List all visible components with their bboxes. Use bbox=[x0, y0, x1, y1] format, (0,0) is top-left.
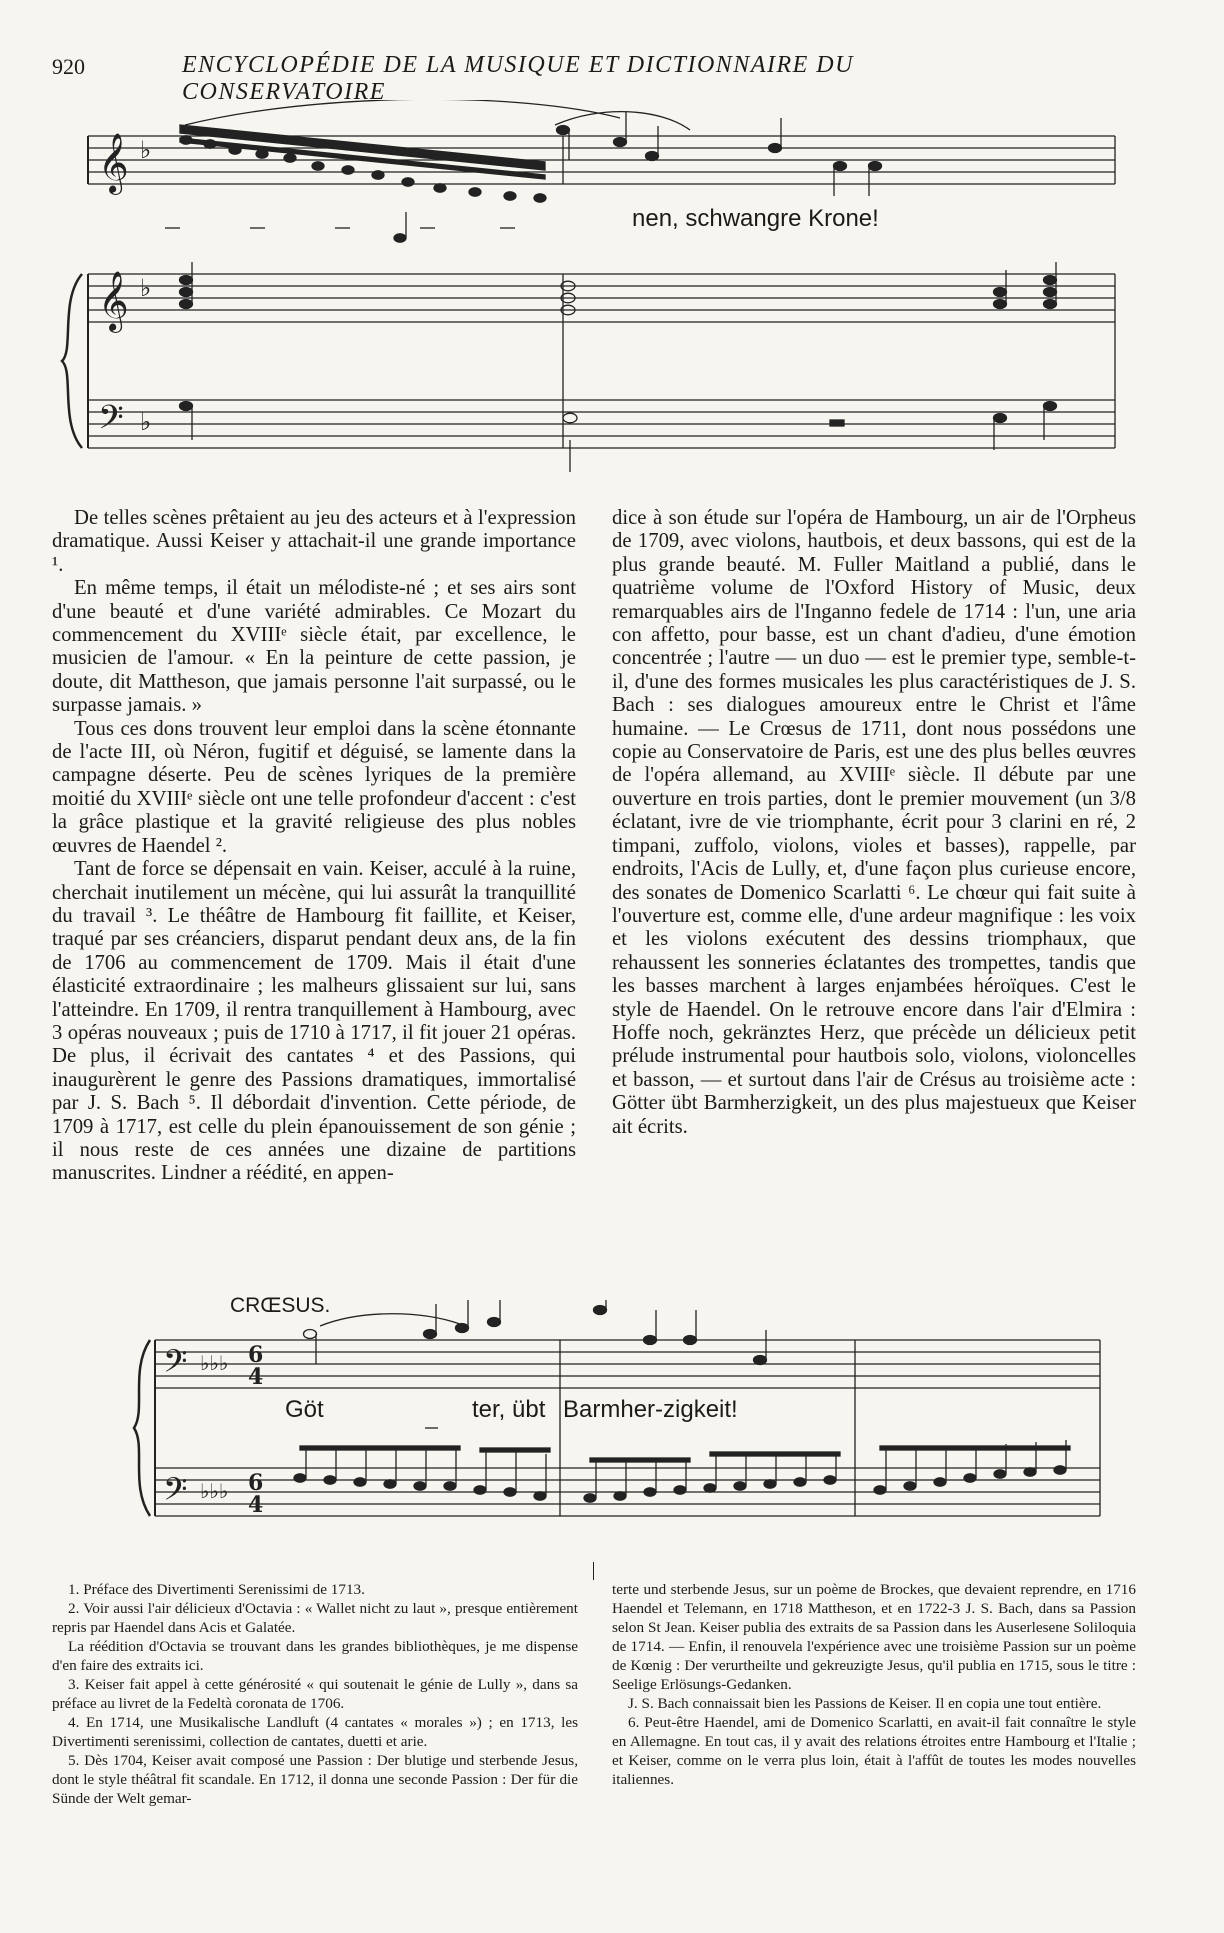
footnotes-right bbox=[612, 1580, 1136, 1789]
svg-text:♭: ♭ bbox=[140, 136, 152, 164]
svg-text:𝄢: 𝄢 bbox=[163, 1343, 188, 1387]
svg-text:4: 4 bbox=[248, 1364, 264, 1390]
footnote-5: 5. Dès 1704, Keiser avait composé une Passion : Der blutige und sterbende Jesus, dont le style théâtral fit scandale. En 1712, il donna une seconde Passion : Der für die Sünde der Welt gemar- bbox=[52, 1752, 578, 1807]
svg-text:♭: ♭ bbox=[140, 274, 152, 302]
score-2-lyric-1: Göt bbox=[285, 1396, 324, 1423]
footnote-5-bach: J. S. Bach connaissait bien les Passions de Keiser. Il en copia une tout entière. bbox=[628, 1695, 1102, 1712]
svg-text:6: 6 bbox=[248, 1342, 264, 1368]
footnotes-left bbox=[52, 1580, 578, 1808]
music-score-1 bbox=[0, 100, 1224, 490]
footnote-6: 6. Peut-être Haendel, ami de Domenico Scarlatti, en avait-il fait connaître le style en Allemagne. En tout cas, il y avait des relations étroites entre Hambourg et l'Italie ; et Keiser, comme on le verra plus loin, était à l'affût de toutes les modes nouvelles italiennes. bbox=[612, 1714, 1136, 1788]
footnote-divider bbox=[593, 1562, 594, 1580]
svg-text:𝄞: 𝄞 bbox=[98, 133, 129, 193]
svg-text:♭♭♭: ♭♭♭ bbox=[200, 1479, 229, 1503]
footnote-2: 2. Voir aussi l'air délicieux d'Octavia : « Wallet nicht zu laut », presque entièrement repris par Haendel dans Acis et Galatée. bbox=[52, 1600, 578, 1636]
footnote-3: 3. Keiser fait appel à cette générosité « qui soutenait le génie de Lully », dans sa préface au livret de la Fedeltà coronata de 1706. bbox=[52, 1676, 578, 1712]
left-column bbox=[52, 507, 576, 1186]
page-header bbox=[52, 50, 1010, 105]
svg-text:𝄞: 𝄞 bbox=[98, 271, 129, 331]
left-paragraph-1: De telles scènes prêtaient au jeu des acteurs et à l'expression dramatique. Aussi Keiser y attachait-il une grande importance ¹. bbox=[52, 507, 576, 576]
right-paragraph-1: dice à son étude sur l'opéra de Hambourg, un air de l'Orpheus de 1709, avec violons, hautbois, et deux bassons, qui est de la plus grande beauté. M. Fuller Maitland a publié, dans le quatrième volume de l'Oxford History of Music, deux remarquables airs de l'Inganno fedele de 1714 : l'un, une aria con affetto, pour basse, est un chant d'adieu, d'une émotion concentrée ; l'autre — un duo — est le premier type, semble-t-il, d'une des formes musicales les plus caractéristiques de J. S. Bach : ses dialogues amoureux entre le Christ et l'âme humaine. — Le Crœsus de 1711, dont nous possédons une copie au Conservatoire de Paris, est une des plus belles œuvres de l'opéra allemand, au XVIIIᵉ siècle. Il débute par une ouverture en trois parties, dont le premier mouvement (un 3/8 éclatant, ivre de vie triomphante, écrit pour 3 clarini en ré, 2 timpani, zuffolo, violons, violes et basses), rappelle, par endroits, l'Acis de Lully, et, d'une façon plus curieuse encore, des sonates de Domenico Scarlatti ⁶. Le chœur qui fait suite à l'ouverture est, comme elle, d'une ardeur magnifique : les voix et les violons exécutent des dessins triomphaux, que rehaussent les sonneries éclatantes des trompettes, tandis que les basses marchent à larges enjambées héroïques. C'est le style de Haendel. On le retrouve encore dans l'air d'Elmira : Hoffe noch, gekränztes Herz, que précède un délicieux petit prélude instrumental pour hautbois solo, violons, violoncelles et basson, — et surtout dans l'air de Crésus au troisième acte : Götter übt Barmherzigkeit, un des plus majestueux que Keiser ait écrits. bbox=[612, 507, 1136, 1138]
right-column bbox=[612, 507, 1136, 1139]
footnote-5-cont: terte und sterbende Jesus, sur un poème de Brockes, que devaient reprendre, en 1716 Haendel et Telemann, en 1718 Mattheson, et en 1722-3 J. S. Bach, dans sa Passion selon St Jean. Keiser publia des extraits de sa Passion dans les Auserlesene Soliloquia de 1714. — Enfin, il renouvela l'expérience avec une troisième Passion sur un poème de Kœnig : Der verurtheilte und gekreuzigte Jesus, qu'il publia en 1715, sous le titre : Seelige Erlösungs-Gedanken. bbox=[612, 1581, 1136, 1693]
footnote-1: 1. Préface des Divertimenti Serenissimi de 1713. bbox=[68, 1581, 365, 1598]
score-2-character: CRŒSUS. bbox=[230, 1294, 331, 1317]
svg-text:𝄢: 𝄢 bbox=[98, 399, 124, 445]
svg-text:♭: ♭ bbox=[140, 408, 152, 436]
left-paragraph-4: Tant de force se dépensait en vain. Keiser, acculé à la ruine, cherchait inutilement un mécène, qui lui assurât la tranquillité du travail ³. Le théâtre de Hambourg fit faillite, et Keiser, traqué par ses créanciers, disparut pendant deux ans, de la fin de 1706 au commencement de 1709. Mais il était d'une élasticité extraordinaire ; les malheurs glissaient sur lui, sans l'atteindre. En 1709, il rentra tranquillement à Hambourg, avec 3 opéras nouveaux ; puis de 1710 à 1717, il fit jouer 21 opéras. De plus, il écrivait des cantates ⁴ et des Passions, qui inaugurèrent le genre des Passions dramatiques, immortalisé par J. S. Bach ⁵. Il débordait d'invention. Cette période, de 1709 à 1717, est celle du plein épanouissement de son génie ; il nous reste de ces années une dizaine de partitions manuscrites. Lindner a réédité, en appen- bbox=[52, 858, 576, 1185]
running-title: ENCYCLOPÉDIE DE LA MUSIQUE ET DICTIONNAIRE DU CONSERVATOIRE bbox=[182, 52, 854, 105]
footnote-2-cont: La réédition d'Octavia se trouvant dans les grandes bibliothèques, je me dispense d'en faire des extraits ici. bbox=[52, 1638, 578, 1674]
svg-text:𝄢: 𝄢 bbox=[163, 1471, 188, 1515]
score-1-notation bbox=[0, 100, 1224, 490]
left-paragraph-2: En même temps, il était un mélodiste-né ; et ses airs sont d'une beauté et d'une variété admirables. Ce Mozart du commencement du XVIIIᵉ siècle était, par excellence, le musicien de l'amour. « En la peinture de cette passion, je doute, dit Mattheson, que jamais personne l'ait surpassé, ou le surpasse jamais. » bbox=[52, 577, 576, 717]
page-number: 920 bbox=[52, 54, 85, 79]
music-score-2 bbox=[0, 1294, 1224, 1535]
score-2-lyric-3: Barmher-zigkeit! bbox=[563, 1396, 738, 1423]
score-1-lyric: nen, schwangre Krone! bbox=[632, 205, 879, 232]
svg-text:♭♭♭: ♭♭♭ bbox=[200, 1351, 229, 1375]
left-paragraph-3: Tous ces dons trouvent leur emploi dans la scène étonnante de l'acte III, où Néron, fugitif et déguisé, se lamente dans la campagne déserte. Peu de scènes lyriques de la première moitié du XVIIIᵉ siècle ont une telle profondeur d'accent : c'est la grâce plastique et la gravité religieuse des plus nobles œuvres de Haendel ². bbox=[52, 717, 576, 857]
svg-text:4: 4 bbox=[248, 1492, 264, 1518]
score-2-lyric-2: ter, übt bbox=[472, 1396, 546, 1423]
footnote-4: 4. En 1714, une Musikalische Landluft (4 cantates « morales ») ; en 1713, les Divertimenti serenissimi, collection de cantates, duetti et arie. bbox=[52, 1714, 578, 1750]
svg-text:6: 6 bbox=[248, 1470, 264, 1496]
